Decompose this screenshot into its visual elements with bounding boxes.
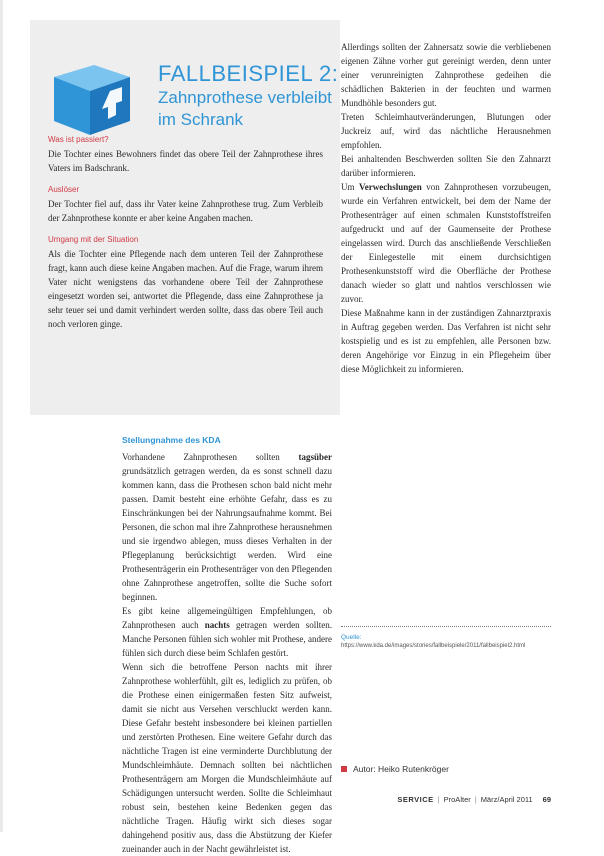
case-title-line2: Zahnprothese verbleibt [158,88,332,107]
page-number: 69 [542,795,551,804]
text-run: Diese Maßnahme kann in der zuständigen Zahnarztpraxis in Auftrag gegeben werden. Das Verfahren ist nicht sehr kostspielig und es ist zu empfehlen, alle Personen bzw. deren Angehörige vor Einzug in ein Pflegeheim über diese Möglichkeit zu informieren. [341,308,551,374]
case-section-heading: Auslöser [48,185,80,194]
kda-paragraph [122,604,332,660]
red-square-icon [341,766,347,772]
right-paragraph [341,152,551,180]
case-title [158,62,363,130]
case-section-text: Als die Tochter eine Pflegende nach dem unteren Teil der Zahnprothese fragt, kann auch diese keine Angaben machen. Auf die Frage, warum ihrem Vater nicht wenigstens das vorhandene obere Teil der Zahnprothese eingesetzt worden sei, antwortet die Pflegende, dass eine Zahnprothese ja sehr teuer sei und damit verhindert werden sollte, dass das obere Teil auch noch verloren ginge. [48,249,323,329]
text-run: von Zahnprothesen vorzubeugen, wurde ein Verfahren entwickelt, bei dem der Name der Prothesenträger auf einen schmalen Kunststoffstreifen aufgedruckt und auf der Gaumenseite der Prothese eingelassen wird. Durch das anschließende Verschließen der Einlegestelle mit einem durchsichtigen Prothesenkunststoff wird die Oberfläche der Prothese danach wieder so glatt und nahtlos verschlossen wie zuvor. [341,182,551,304]
right-column-continuation [341,40,551,376]
kda-paragraph [122,660,332,856]
page-footer [341,795,551,804]
author-line [341,764,449,774]
right-paragraph [341,306,551,376]
text-run: Vorhandene Zahnprothesen sollten [122,452,299,462]
text-run: grundsätzlich getragen werden, da es sonst schnell dazu kommen kann, dass die Prothesen schon bald nicht mehr passen. Damit besteht eine erhöhte Gefahr, dass es zu Einschränkungen bei der Nahrungsaufnahme kommt. Bei Personen, die schon mal ihre Zahnprothese herausnehmen und sie irgendwo ablegen, muss dieses Verhalten in der Pflegeplanung berücksichtigt werden. Wird eine Prothesenträgerin ein Prothesenträger von den Pflegenden ohne Zahnprothese angetroffen, sollte die Suche sofort beginnen. [122,466,332,602]
footer-separator: | [474,795,477,804]
bold-text: Verwechslungen [359,182,422,192]
case-section-text: Der Tochter fiel auf, dass ihr Vater keine Zahnprothese trug. Zum Verbleib der Zahnprothese konnte er aber keine Angaben machen. [48,199,323,223]
text-run: Allerdings sollten der Zahnersatz sowie die verbliebenen eigenen Zähne vorher gut gereinigt werden, denn unter einer verunreinigten Zahnprothese gedeihen die schädlichen Bakterien in der feuchten und warmen Mundhöhle besonders gut. [341,42,551,108]
case-body [48,134,323,340]
right-paragraph [341,40,551,110]
case-title-line1: FALLBEISPIEL 2: [158,61,339,86]
kda-paragraph [122,450,332,604]
text-run: Treten Schleimhautveränderungen, Blutungen oder Juckreiz auf, wird das nächtliche Herausnehmen empfohlen. [341,112,551,150]
source-label: Quelle: [341,634,362,641]
footer-section: SERVICE [397,795,434,804]
source-link[interactable]: https://www.kda.de/images/stories/fallbeispiele/2011/fallbeispiel2.html [341,643,526,649]
text-run: Wenn sich die betroffene Person nachts mit ihrer Zahnprothese wohlerfühlt, gilt es, lediglich zu prüfen, ob die Prothese einen einigermaßen festen Sitz aufweist, damit sie nicht aus Versehen verschluckt werden kann. Diese Gefahr besteht insbesondere bei kleinen partiellen und zerstörten Prothesen. Eine weitere Gefahr durch das nächtliche Tragen ist eine verminderte Durchblutung der Mundschleimhäute. Demnach sollten bei nächtlichen Prothesenträgern am Morgen die Mundschleimhäute auf Schädigungen untersucht werden. Sollte die Schleimhaut robust sein, bestehen keine Bedenken gegen das nächtliche Tragen. Häufig wirkt sich dieses sogar dahingehend positiv aus, dass die Abstützung der Kiefer zueinander auch in der Nacht gewährleistet ist. [122,662,332,854]
right-paragraph [341,110,551,152]
page-binding-edge [0,0,3,832]
author-name: Autor: Heiko Rutenkröger [353,764,449,774]
footer-magazine: ProAlter [443,795,471,804]
kda-heading: Stellungnahme des KDA [122,435,221,445]
case-section-text: Die Tochter eines Bewohners findet das obere Teil der Zahnprothese ihres Vaters im Badschrank. [48,149,323,173]
case-title-line3: im Schrank [158,110,244,129]
text-run: getragen werden sollten. Manche Personen fühlen sich wohler mit Prothese, andere fühlen sich durch diese beim Schlafen gestört. [122,620,332,658]
blue-cube-icon [50,57,132,137]
text-run: Bei anhaltenden Beschwerden sollten Sie den Zahnarzt darüber informieren. [341,154,551,178]
case-section-heading: Was ist passiert? [48,135,109,144]
text-run: Um [341,182,360,192]
footer-separator: | [437,795,440,804]
case-section-what-happened [48,134,323,175]
footer-issue: März/April 2011 [480,795,533,804]
source-note [341,626,551,651]
case-section-handling [48,234,323,331]
bold-text: tagsüber [298,452,332,462]
bold-text: nachts [204,620,230,630]
case-section-heading: Umgang mit der Situation [48,235,139,244]
text-run: Es gibt keine allgemeingültigen Empfehlungen, ob Zahnprothesen auch [122,606,332,630]
case-section-trigger [48,184,323,225]
right-paragraph [341,180,551,306]
kda-statement [122,434,332,856]
